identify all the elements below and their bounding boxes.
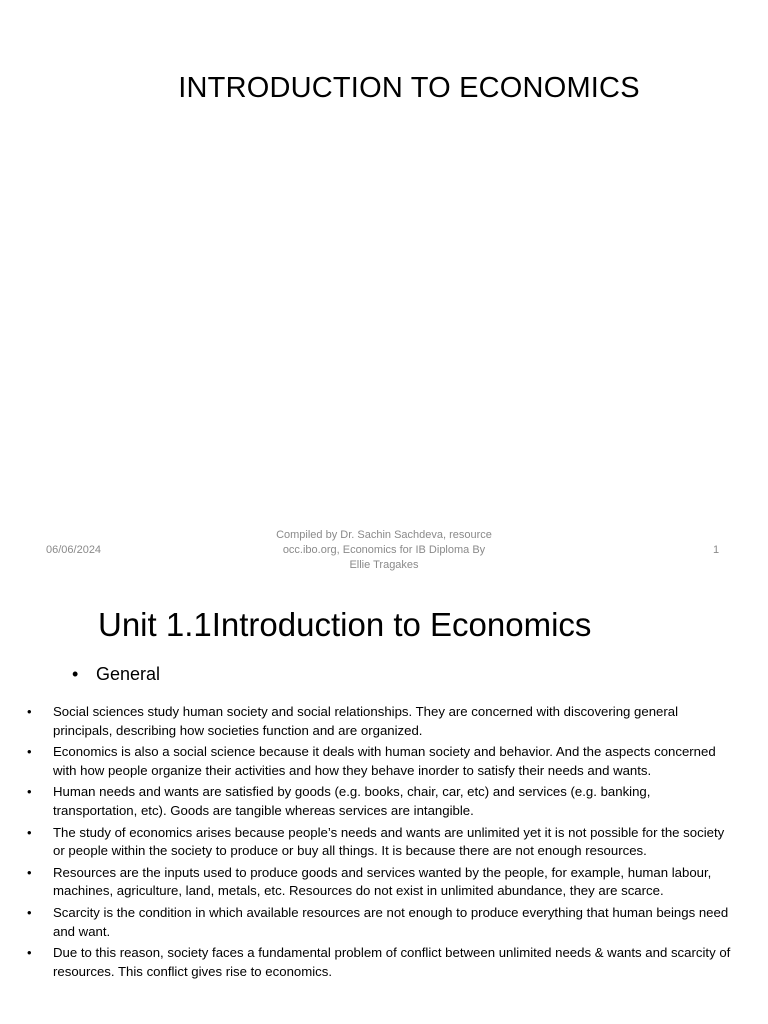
bullet-text: Scarcity is the condition in which available resources are not enough to produce everything that human beings need and want. [53,904,729,939]
bullet-icon: • [72,664,79,684]
list-item [0,944,768,981]
bullet-text: Human needs and wants are satisfied by goods (e.g. books, chair, car, etc) and services (e.g. banking, transportation, etc). Goods are tangible whereas services are intangible. [53,784,651,818]
bullet-icon: • [27,784,32,800]
subheading-text: General [96,664,161,684]
bullet-list [0,703,768,984]
list-item [0,864,768,901]
list-item [0,904,768,941]
bullet-text: Economics is also a social science because it deals with human society and behavior. And the aspects concerned with how people organize their activities and how they behave inorder to satisfy their needs and wants. [53,744,716,778]
list-item [0,783,768,820]
bullet-text: Resources are the inputs used to produce goods and services wanted by the people, for example, human labour, machines, agriculture, land, metals, etc. Resources do not exist in unlimited abundance, they are scarce. [53,864,712,899]
footer-date: 06/06/2024 [46,544,102,556]
list-item [0,703,768,740]
content-slide [0,590,768,1024]
bullet-icon: • [27,824,32,840]
footer-credit-line: Ellie Tragakes [349,559,419,571]
list-item [0,824,768,861]
bullet-text: The study of economics arises because people’s needs and wants are unlimited yet it is not possible for the society or people within the society to produce or buy all things. It is because there are not enough resources. [53,824,725,859]
list-item [0,743,768,780]
subheading [72,664,160,685]
bullet-text: Social sciences study human society and social relationships. They are concerned with discovering general principals, describing how societies function and are organized. [53,704,679,738]
footer-credit [255,528,513,573]
footer-page-number: 1 [712,544,720,556]
slide-heading: Unit 1.1Introduction to Economics [98,606,592,643]
footer-credit-line: Compiled by Dr. Sachin Sachdeva, resource [276,529,492,541]
bullet-icon: • [27,864,32,880]
bullet-icon: • [27,904,32,920]
bullet-icon: • [27,744,32,760]
slide-footer [0,527,768,575]
bullet-icon: • [27,945,32,961]
footer-credit-line: occ.ibo.org, Economics for IB Diploma By [282,544,486,556]
bullet-icon: • [27,704,32,719]
slide-title: INTRODUCTION TO ECONOMICS [178,72,640,104]
bullet-text: Due to this reason, society faces a fundamental problem of conflict between unlimited needs & wants and scarcity of resources. This conflict gives rise to economics. [53,945,731,979]
